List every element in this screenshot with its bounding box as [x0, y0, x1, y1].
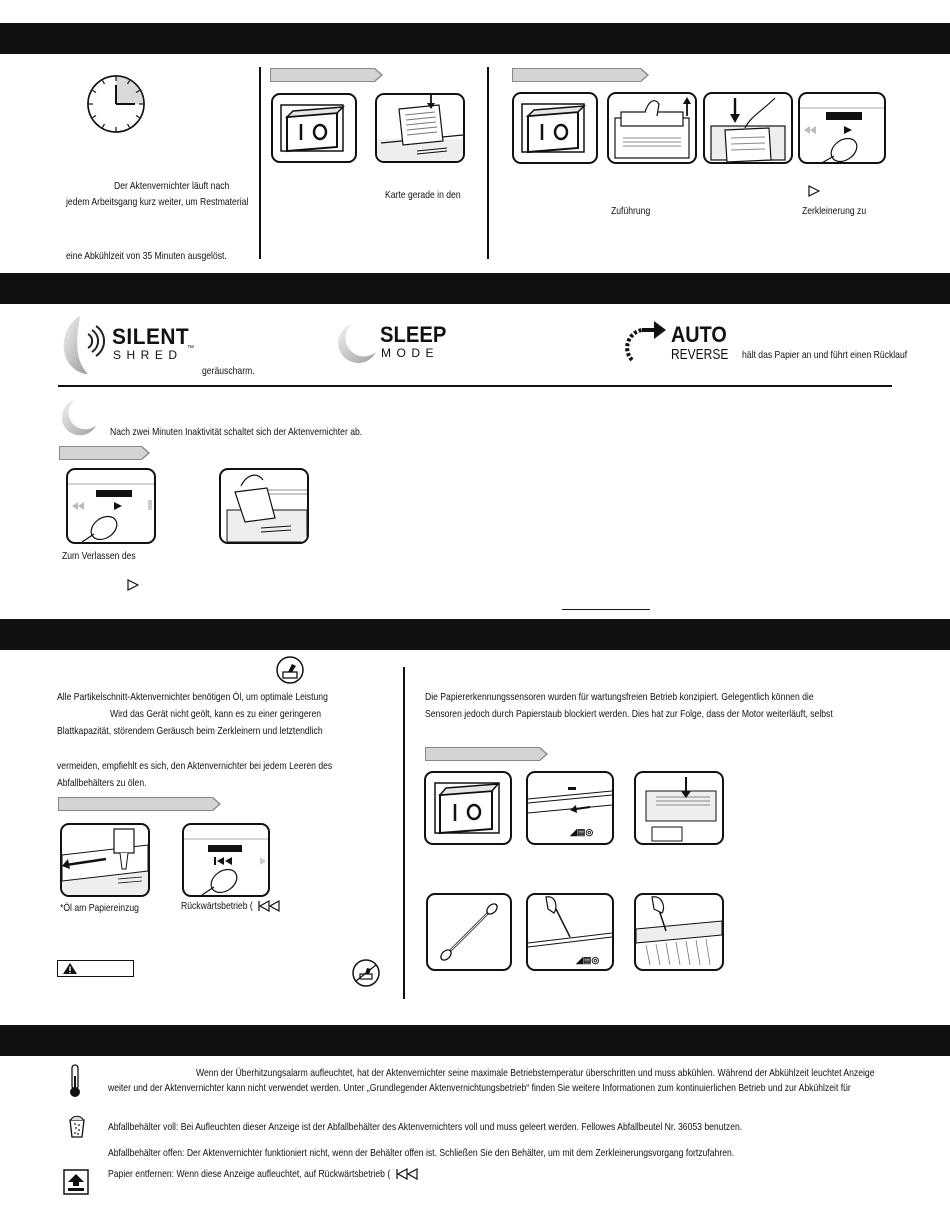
sleep-moon-icon — [334, 322, 378, 366]
oil-p2: Wird das Gerät nicht geölt, kann es zu einer geringeren — [110, 708, 322, 720]
exit-text: Zum Verlassen des — [62, 550, 136, 562]
warning-box — [57, 960, 134, 977]
open-feed-panel — [607, 92, 697, 164]
clean-sensor-illustration — [528, 895, 612, 969]
warning-icon — [62, 962, 78, 975]
remove-paper-text: Papier entfernen: Wenn diese Anzeige aufleuchtet, auf Rückwärtsbetrieb ( — [108, 1168, 391, 1180]
section-header-bar-1 — [0, 23, 950, 54]
remove-paper-icon — [63, 1169, 89, 1195]
s1-divider-1 — [259, 67, 261, 259]
forward-button-panel — [798, 92, 886, 164]
thermometer-icon — [68, 1064, 82, 1098]
reverse-icon — [396, 1168, 420, 1180]
svg-text:◢▤◎: ◢▤◎ — [576, 955, 600, 965]
s1-divider-2 — [487, 67, 489, 259]
clock-icon — [85, 73, 147, 135]
reverse-button-panel — [182, 823, 270, 897]
forward-button-illustration — [68, 470, 154, 542]
sensor-top-panel — [634, 771, 724, 845]
silent-logo-bottom: SHRED — [113, 348, 183, 362]
s1-left-line3: eine Abkühlzeit von 35 Minuten ausgelöst. — [66, 250, 227, 262]
s1-right-shred: Zerkleinerung zu — [802, 205, 867, 217]
forward-triangle-icon — [127, 579, 139, 591]
insert-paper-panel — [703, 92, 793, 164]
oil-caption-2: Rückwärtsbetrieb ( — [181, 900, 253, 912]
bin-full-icon — [68, 1114, 86, 1138]
silent-shred-logo-icon — [58, 314, 110, 376]
s2-underline — [562, 609, 650, 610]
power-switch-panel — [271, 93, 357, 163]
power-switch-icon — [514, 94, 596, 162]
overheat-line2: weiter und der Aktenvernichter kann nicht verwendet werden. Unter „Grundlegender Aktenvernichtungsbetrieb“ finden Sie weitere Informationen zum kontinuierlichen Betrieb und zur Abkühlzeit für — [108, 1082, 851, 1094]
power-switch-icon — [273, 95, 355, 161]
sensor-p2: Sensoren jedoch durch Papierstaub blockiert werden. Dies hat zur Folge, dass der Motor weiterläuft, selbst — [425, 708, 833, 720]
sleep-logo-bottom: MODE — [381, 346, 439, 360]
s3-step-tab-2 — [425, 747, 540, 761]
s2-forward-button-panel — [66, 468, 156, 544]
cotton-swab-panel — [426, 893, 512, 971]
cotton-swab-icon — [428, 895, 510, 969]
sensor-slot-illustration — [528, 773, 612, 843]
section-header-bar-4 — [0, 1025, 950, 1056]
s1-step-tab-1 — [270, 68, 375, 82]
insert-paper-illustration — [705, 94, 791, 162]
silent-desc: geräuscharm. — [202, 365, 255, 377]
sensor-power-panel — [424, 771, 512, 845]
svg-text:◢▤◎: ◢▤◎ — [570, 827, 594, 837]
sleep-logo-top: SLEEP — [380, 322, 447, 347]
reverse-button-illustration — [184, 825, 268, 895]
oil-p5: Abfallbehälters zu ölen. — [57, 777, 147, 789]
bin-open-text: Abfallbehälter offen: Der Aktenvernichter funktioniert nicht, wenn der Behälter offen ist. Schließen Sie den Behälter, um mit dem Zerkleinerungsvorgang fortzufahren. — [108, 1147, 735, 1159]
sleep-text: Nach zwei Minuten Inaktivität schaltet sich der Aktenvernichter ab. — [110, 426, 363, 438]
sensor-p1: Die Papiererkennungssensoren wurden für wartungsfreien Betrieb konzipiert. Gelegentlich können die — [425, 691, 814, 703]
insert-card-panel — [375, 93, 465, 163]
s2-step-tab — [59, 446, 142, 460]
clean-sensor-detail-panel — [634, 893, 724, 971]
s2-divider — [58, 385, 892, 387]
s3-divider — [403, 667, 405, 999]
forward-triangle-icon — [808, 185, 820, 197]
sensor-slot-panel — [526, 771, 614, 845]
insert-paper-illustration — [221, 470, 307, 542]
s1-left-line2: jedem Arbeitsgang kurz weiter, um Restmaterial — [66, 196, 249, 208]
auto-logo-top: AUTO — [671, 322, 727, 347]
power-switch-icon — [426, 773, 510, 843]
s1-step-tab-2 — [512, 68, 641, 82]
s3-step-tab-1 — [58, 797, 213, 811]
oil-icon — [276, 656, 304, 684]
reverse-icon — [258, 900, 282, 912]
oil-feed-panel — [60, 823, 150, 897]
section-header-bar-3 — [0, 619, 950, 650]
overheat-line1: Wenn der Überhitzungsalarm aufleuchtet, hat der Aktenvernichter seine maximale Betriebstemperatur überschritten und muss abkühlen. Während der Abkühlzeit leuchtet Anzeige — [196, 1067, 875, 1079]
s1-left-line1: Der Aktenvernichter läuft nach — [114, 180, 230, 192]
section-header-bar-2 — [0, 273, 950, 304]
sleep-moon-icon-small — [58, 398, 98, 438]
oil-caption-1: *Öl am Papiereinzug — [60, 902, 139, 914]
s2-insert-paper-panel — [219, 468, 309, 544]
forward-button-illustration — [800, 94, 884, 162]
no-aerosol-icon — [352, 959, 380, 987]
oil-p4: vermeiden, empfiehlt es sich, den Aktenvernichter bei jedem Leeren des — [57, 760, 333, 772]
silent-logo-top: SILENT — [112, 324, 190, 349]
clean-sensor-detail-illustration — [636, 895, 722, 969]
power-switch-panel-2 — [512, 92, 598, 164]
s1-right-feed: Zuführung — [611, 205, 651, 217]
clean-sensor-panel — [526, 893, 614, 971]
auto-reverse-arrow-icon — [622, 318, 670, 366]
oil-p1: Alle Partikelschnitt-Aktenvernichter benötigen Öl, um optimale Leistung — [57, 691, 328, 703]
silent-logo-tm: ™ — [187, 345, 194, 352]
open-feed-illustration — [609, 94, 695, 162]
s1-middle-text: Karte gerade in den — [385, 189, 461, 201]
insert-card-illustration — [377, 95, 463, 161]
bin-full-text: Abfallbehälter voll: Bei Aufleuchten dieser Anzeige ist der Abfallbehälter des Aktenvernichters voll und muss geleert werden. Fellowes Abfallbeutel Nr. 36053 benutzen. — [108, 1121, 743, 1133]
auto-logo-bottom: REVERSE — [671, 346, 729, 363]
sensor-top-illustration — [636, 773, 722, 843]
oil-p3: Blattkapazität, störendem Geräusch beim Zerkleinern und letztendlich — [57, 725, 323, 737]
oil-feed-illustration — [62, 825, 148, 895]
auto-reverse-desc: hält das Papier an und führt einen Rücklauf — [742, 349, 908, 361]
